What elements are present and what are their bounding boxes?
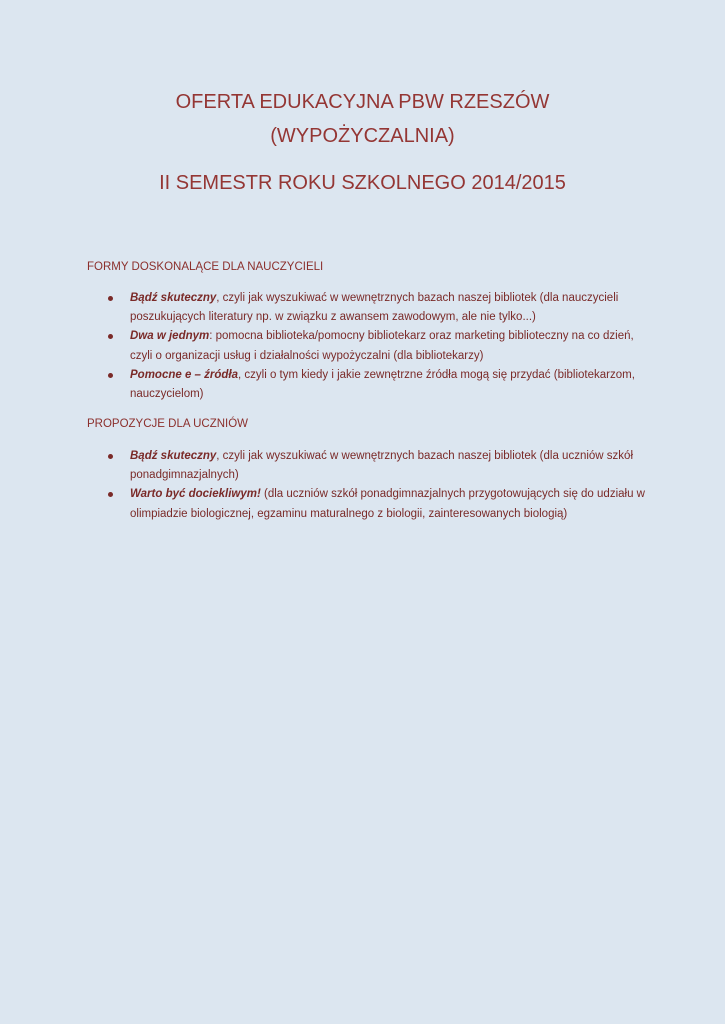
bullet-icon <box>108 454 113 459</box>
teachers-offer-list <box>107 289 652 404</box>
item-title: Pomocne e – źródła <box>130 368 239 381</box>
bullet-icon <box>108 373 113 378</box>
list-item <box>107 366 652 404</box>
item-description: , czyli jak wyszukiwać w wewnętrznych bazach naszej bibliotek (dla uczniów szkół ponadgimnazjalnych) <box>130 450 633 482</box>
item-description: : pomocna biblioteka/pomocny bibliotekarz oraz marketing biblioteczny na co dzień, czyli o organizacji usług i działalności wypożyczalni (dla bibliotekarzy) <box>130 330 634 362</box>
item-description: , czyli o tym kiedy i jakie zewnętrzne źródła mogą się przydać (bibliotekarzom, nauczycielom) <box>130 368 635 401</box>
bullet-icon <box>108 296 113 301</box>
item-title: Dwa w jednym <box>130 330 210 343</box>
bullet-icon <box>108 492 113 497</box>
section-heading-students: PROPOZYCJE DLA UCZNIÓW <box>87 418 249 430</box>
item-description: , czyli jak wyszukiwać w wewnętrznych bazach naszej bibliotek (dla nauczycieli poszukujących literatury np. w związku z awansem zawodowym, ale nie tylko...) <box>130 292 619 324</box>
list-item <box>107 289 652 327</box>
item-title: Warto być dociekliwym! <box>130 488 261 501</box>
list-item <box>107 327 652 365</box>
students-offer-list <box>107 447 652 524</box>
item-title: Bądź skuteczny <box>130 450 217 462</box>
semester-heading: II SEMESTR ROKU SZKOLNEGO 2014/2015 <box>159 172 566 194</box>
bullet-icon <box>108 334 113 339</box>
list-item <box>107 485 652 523</box>
section-heading-teachers: FORMY DOSKONALĄCE DLA NAUCZYCIELI <box>87 261 324 273</box>
document-subtitle: (WYPOŻYCZALNIA) <box>270 125 455 147</box>
document-title: OFERTA EDUKACYJNA PBW RZESZÓW <box>175 91 550 113</box>
item-description: (dla uczniów szkół ponadgimnazjalnych przygotowujących się do udziału w olimpiadzie biologicznej, egzaminu maturalnego z biologii, zainteresowanych biologią) <box>130 488 645 520</box>
item-title: Bądź skuteczny <box>130 292 217 304</box>
list-item <box>107 447 652 485</box>
